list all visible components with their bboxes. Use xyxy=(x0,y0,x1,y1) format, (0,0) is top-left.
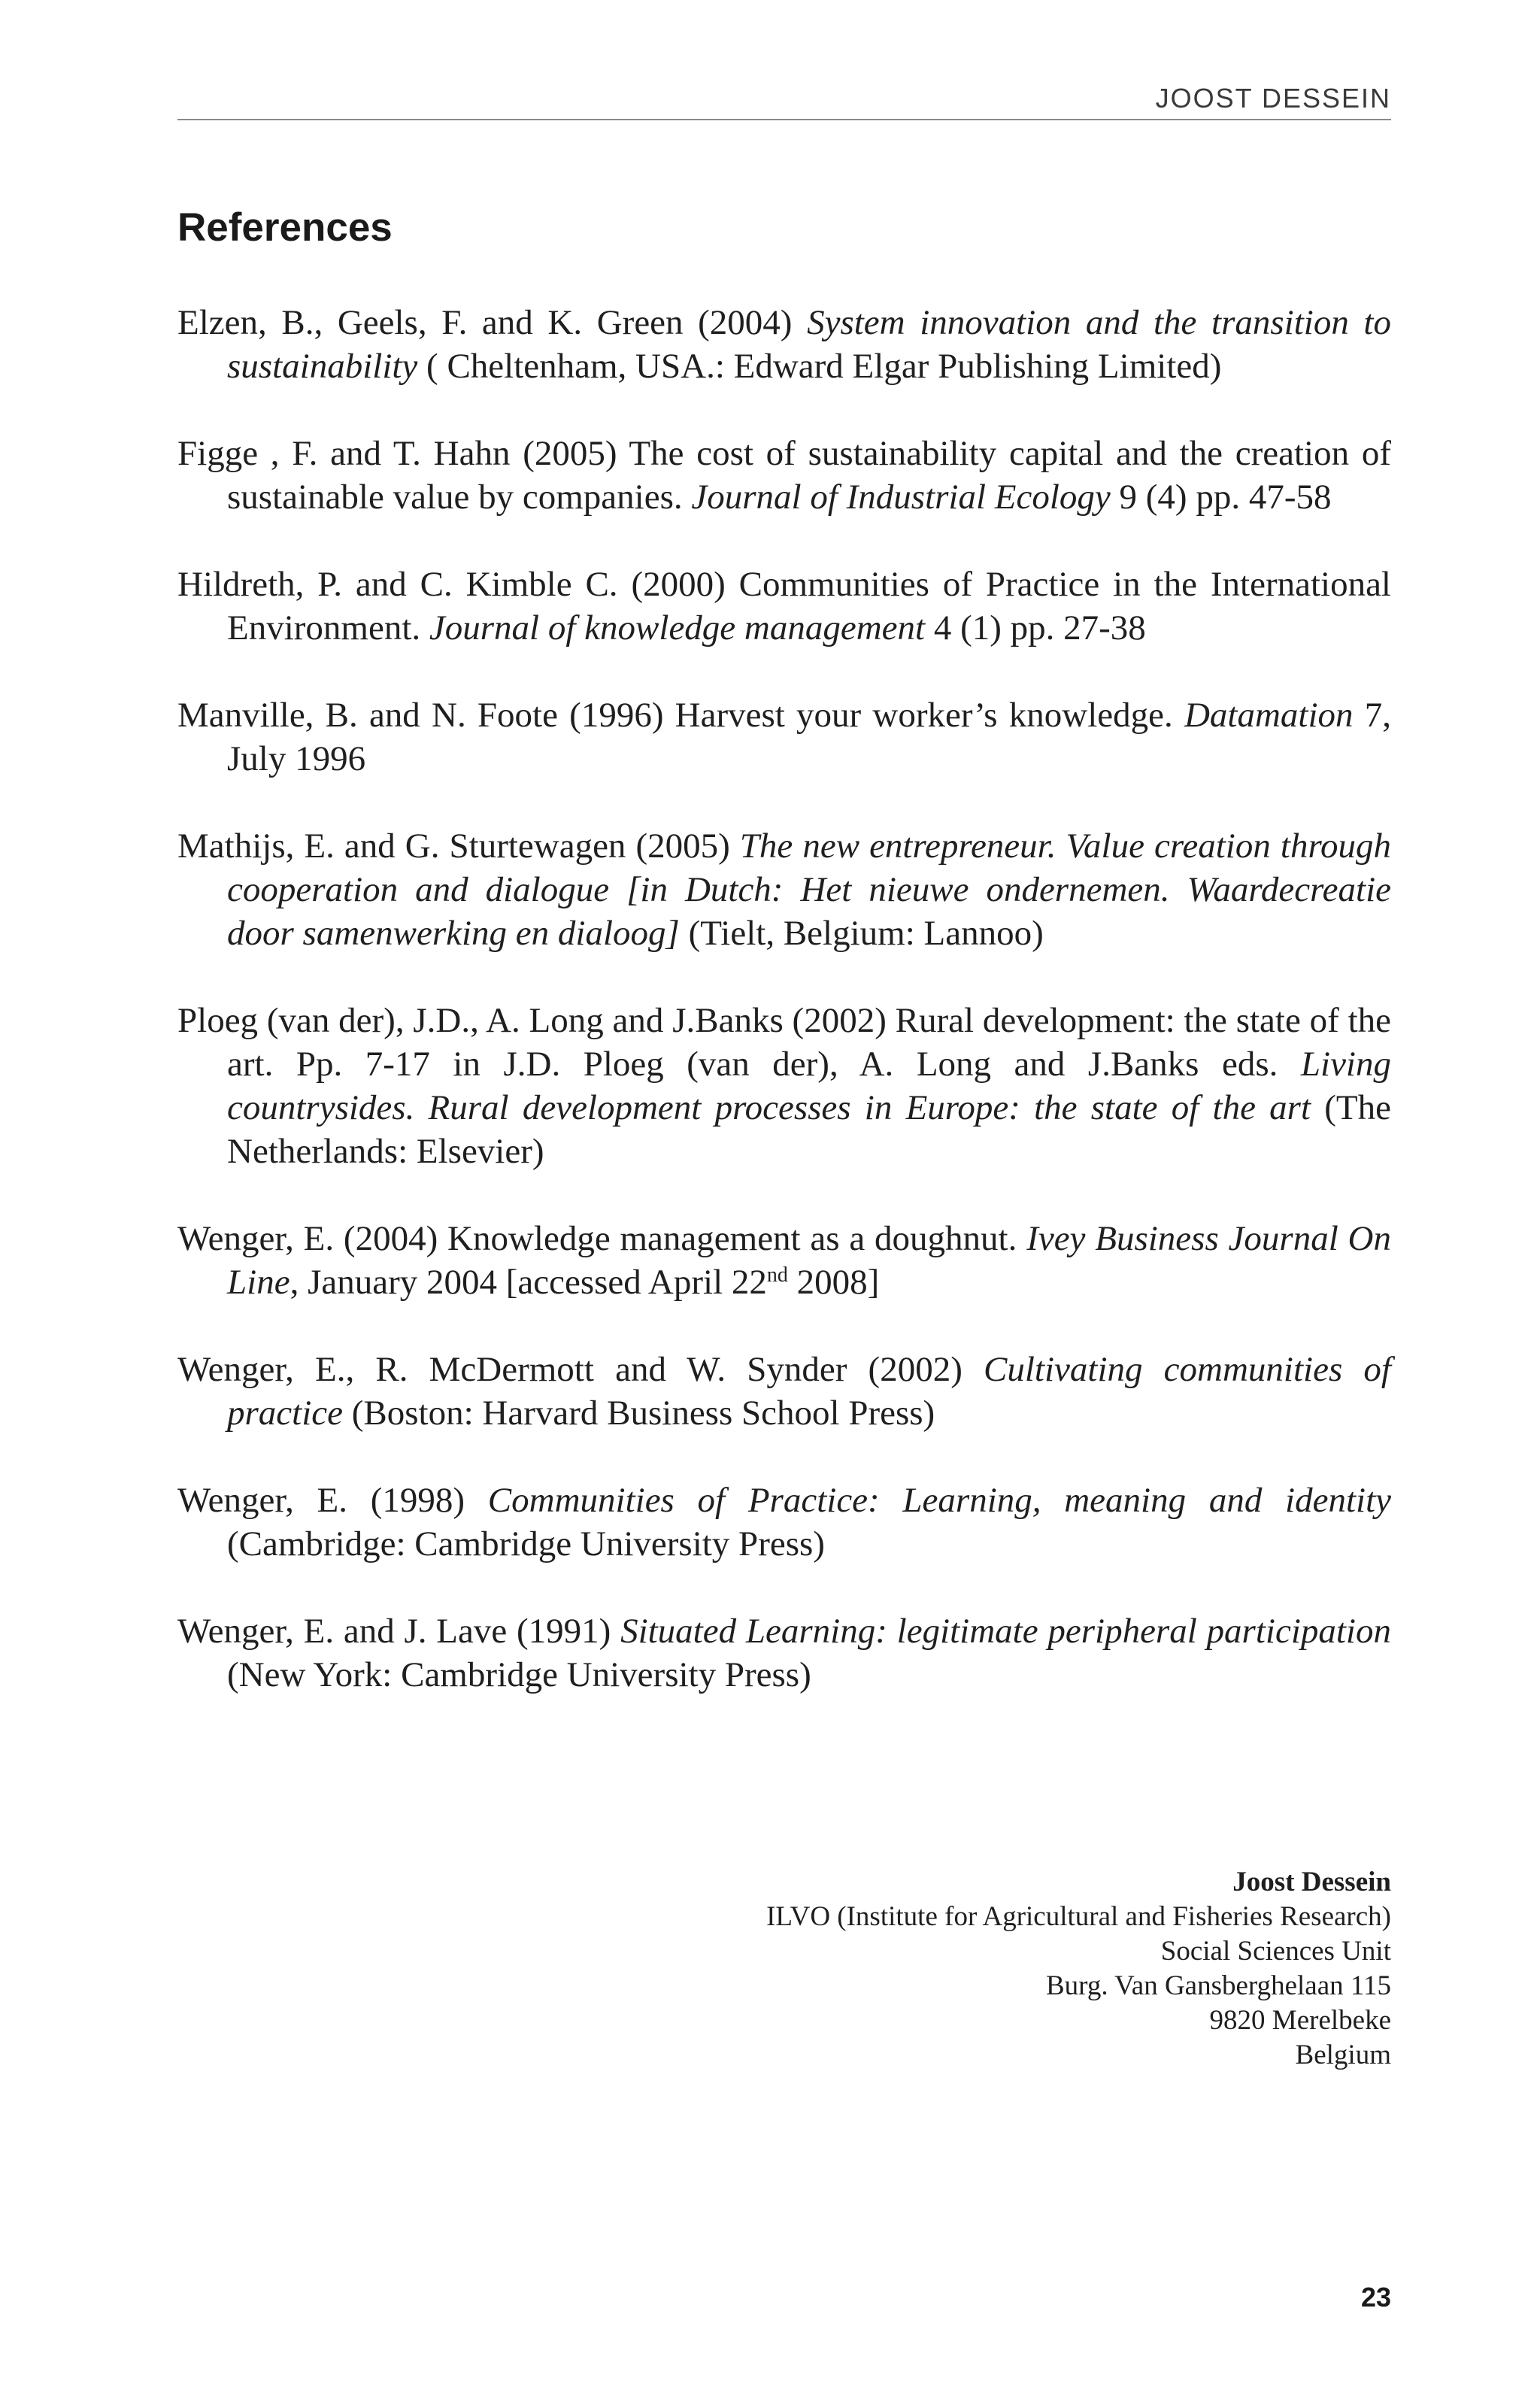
author-affiliation xyxy=(629,1865,1391,2073)
reference-text: 4 (1) pp. 27-38 xyxy=(925,608,1146,648)
reference-item xyxy=(177,563,1391,650)
reference-text: (Cambridge: Cambridge University Press) xyxy=(227,1524,825,1564)
affiliation-line: Social Sciences Unit xyxy=(1160,1936,1391,1967)
reference-item xyxy=(177,824,1391,955)
reference-title: Living countrysides. Rural development processes in Europe: the state of the art xyxy=(227,1045,1391,1127)
reference-text: Ploeg (van der), J.D., A. Long and J.Banks (2002) Rural development: the state of the art. Pp. 7-17 in J.D. Ploeg (van der), A. Long and J.Banks eds. xyxy=(177,1001,1391,1084)
reference-text: Figge , F. and T. Hahn (2005) The cost of sustainability capital and the creation of sustainable value by companies. xyxy=(177,434,1391,517)
reference-title: Ivey Business Journal On Line xyxy=(227,1219,1392,1302)
reference-item xyxy=(177,301,1391,388)
affiliation-line: Burg. Van Gansberghelaan 115 xyxy=(1046,1970,1391,2001)
reference-title: Situated Learning: legitimate peripheral participation xyxy=(620,1612,1391,1651)
affiliation-line: Belgium xyxy=(1295,2040,1391,2070)
ordinal-superscript: nd xyxy=(766,1263,788,1287)
reference-text: Wenger, E., R. McDermott and W. Synder (2002) xyxy=(177,1350,984,1389)
reference-title: The new entrepreneur. Value creation through cooperation and dialogue [in Dutch: Het nieuwe ondernemen. Waardecreatie door samenwerking en dialoog] xyxy=(227,826,1391,953)
reference-list xyxy=(177,301,1391,1740)
reference-text: 2008] xyxy=(787,1263,880,1302)
reference-text: ( Cheltenham, USA.: Edward Elgar Publishing Limited) xyxy=(417,347,1222,386)
reference-text: 7, July 1996 xyxy=(227,696,1392,778)
reference-text: Mathijs, E. and G. Sturtewagen (2005) xyxy=(177,826,740,866)
reference-text: Elzen, B., Geels, F. and K. Green (2004) xyxy=(177,303,808,342)
reference-title: Journal of Industrial Ecology xyxy=(691,478,1111,517)
reference-item xyxy=(177,1348,1391,1435)
reference-item xyxy=(177,1479,1391,1566)
reference-title: Communities of Practice: Learning, meaning and identity xyxy=(487,1481,1391,1520)
affiliation-line: ILVO (Institute for Agricultural and Fisheries Research) xyxy=(766,1901,1391,1932)
reference-text: , January 2004 [accessed April 22 xyxy=(290,1263,767,1302)
reference-text: Wenger, E. (1998) xyxy=(177,1481,488,1520)
reference-item xyxy=(177,693,1391,781)
reference-item xyxy=(177,1217,1391,1304)
page-number: 23 xyxy=(1360,2282,1391,2313)
reference-title: Journal of knowledge management xyxy=(429,608,926,648)
reference-text: Hildreth, P. and C. Kimble C. (2000) Communities of Practice in the International Environment. xyxy=(177,565,1391,648)
section-title: References xyxy=(177,205,393,250)
reference-title: Cultivating communities of practice xyxy=(227,1350,1391,1433)
reference-text: Wenger, E. (2004) Knowledge management as a doughnut. xyxy=(177,1219,1027,1258)
header-rule xyxy=(177,119,1391,120)
author-name: Joost Dessein xyxy=(1232,1867,1391,1897)
reference-item xyxy=(177,432,1391,519)
reference-title: Datamation xyxy=(1184,696,1354,735)
reference-text: 9 (4) pp. 47-58 xyxy=(1110,478,1332,517)
reference-text: (Tielt, Belgium: Lannoo) xyxy=(679,914,1044,953)
reference-text: (Boston: Harvard Business School Press) xyxy=(343,1394,935,1433)
affiliation-line: 9820 Merelbeke xyxy=(1209,2005,1391,2036)
reference-item xyxy=(177,1609,1391,1697)
reference-text: (New York: Cambridge University Press) xyxy=(227,1655,811,1694)
reference-title: System innovation and the transition to sustainability xyxy=(227,303,1391,386)
reference-text: Manville, B. and N. Foote (1996) Harvest your worker’s knowledge. xyxy=(177,696,1184,735)
reference-text: (The Netherlands: Elsevier) xyxy=(227,1088,1392,1171)
reference-item xyxy=(177,999,1391,1173)
reference-text: Wenger, E. and J. Lave (1991) xyxy=(177,1612,621,1651)
running-head: JOOST DESSEIN xyxy=(1155,83,1391,114)
